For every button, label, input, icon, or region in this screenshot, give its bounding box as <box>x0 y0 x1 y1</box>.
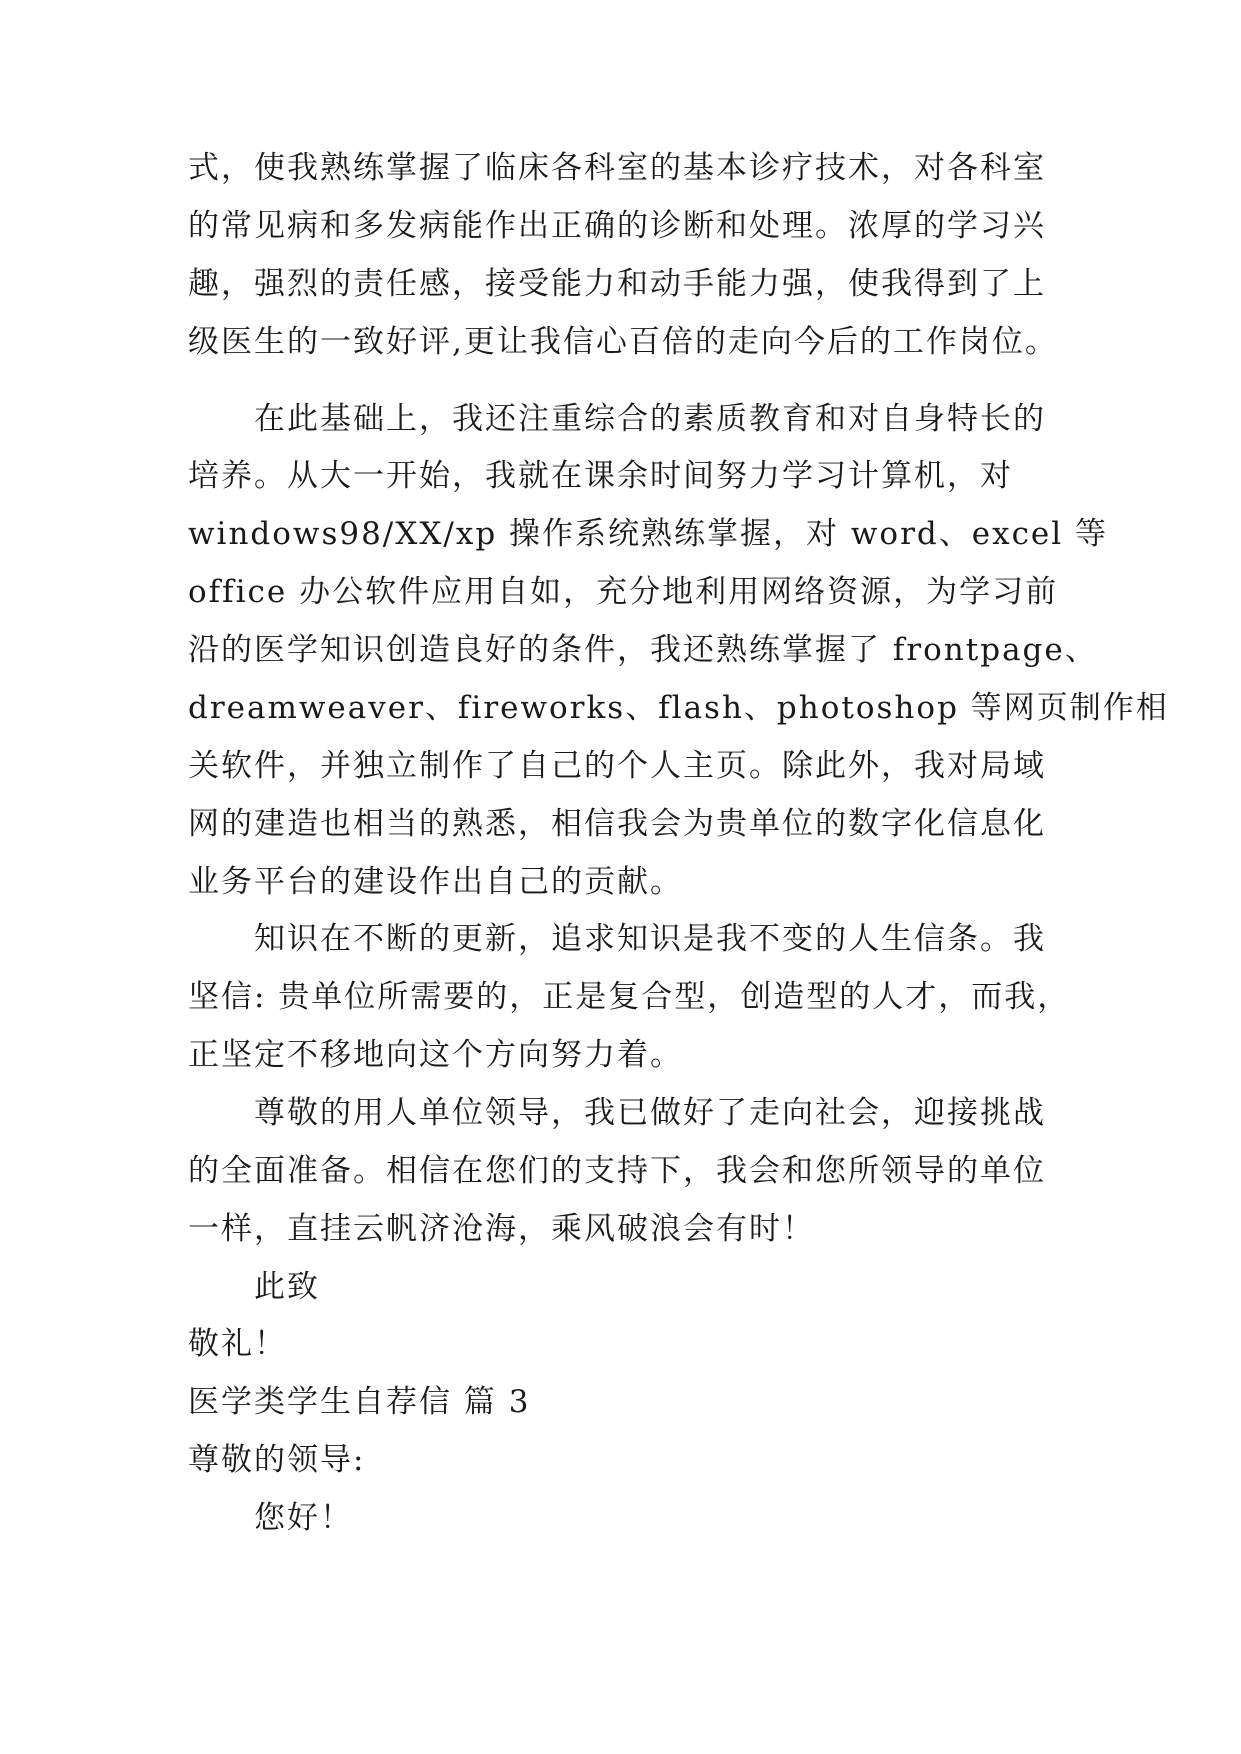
text-line: 关软件，并独立制作了自己的个人主页。除此外，我对局域 <box>188 748 1046 784</box>
text-line: dreamweaver、fireworks、flash、photoshop 等网页制作相 <box>188 690 1169 726</box>
text-line: 级医生的一致好评,更让我信心百倍的走向今后的工作岗位。 <box>188 324 1058 360</box>
text-line: 式，使我熟练掌握了临床各科室的基本诊疗技术，对各科室 <box>188 150 1046 186</box>
section-heading: 医学类学生自荐信 篇 3 <box>188 1384 531 1420</box>
text-line: windows98/XX/xp 操作系统熟练掌握，对 word、excel 等 <box>188 516 1109 552</box>
text-line: 知识在不断的更新，追求知识是我不变的人生信条。我 <box>254 921 1046 957</box>
text-line: 正坚定不移地向这个方向努力着。 <box>188 1037 683 1073</box>
text-line: 坚信: 贵单位所需要的，正是复合型，创造型的人才，而我， <box>188 979 1071 1015</box>
closing-line: 此致 <box>254 1269 320 1305</box>
text-line: office 办公软件应用自如，充分地利用网络资源，为学习前 <box>188 574 1059 610</box>
text-line: 网的建造也相当的熟悉，相信我会为贵单位的数字化信息化 <box>188 806 1046 842</box>
greeting-line: 您好！ <box>254 1500 353 1536</box>
text-line: 的全面准备。相信在您们的支持下，我会和您所领导的单位 <box>188 1153 1046 1189</box>
text-line: 在此基础上，我还注重综合的素质教育和对自身特长的 <box>254 401 1046 437</box>
text-line: 业务平台的建设作出自己的贡献。 <box>188 864 683 900</box>
text-line: 尊敬的用人单位领导，我已做好了走向社会，迎接挑战 <box>254 1095 1046 1131</box>
salutation-line: 敬礼！ <box>188 1326 287 1362</box>
text-line: 培养。从大一开始，我就在课余时间努力学习计算机，对 <box>188 458 1013 494</box>
text-line: 沿的医学知识创造良好的条件，我还熟练掌握了 frontpage、 <box>188 632 1098 668</box>
text-line: 趣，强烈的责任感，接受能力和动手能力强，使我得到了上 <box>188 266 1046 302</box>
text-line: 一样，直挂云帆济沧海，乘风破浪会有时！ <box>188 1211 815 1247</box>
greeting-line: 尊敬的领导: <box>188 1442 366 1478</box>
text-line: 的常见病和多发病能作出正确的诊断和处理。浓厚的学习兴 <box>188 208 1046 244</box>
